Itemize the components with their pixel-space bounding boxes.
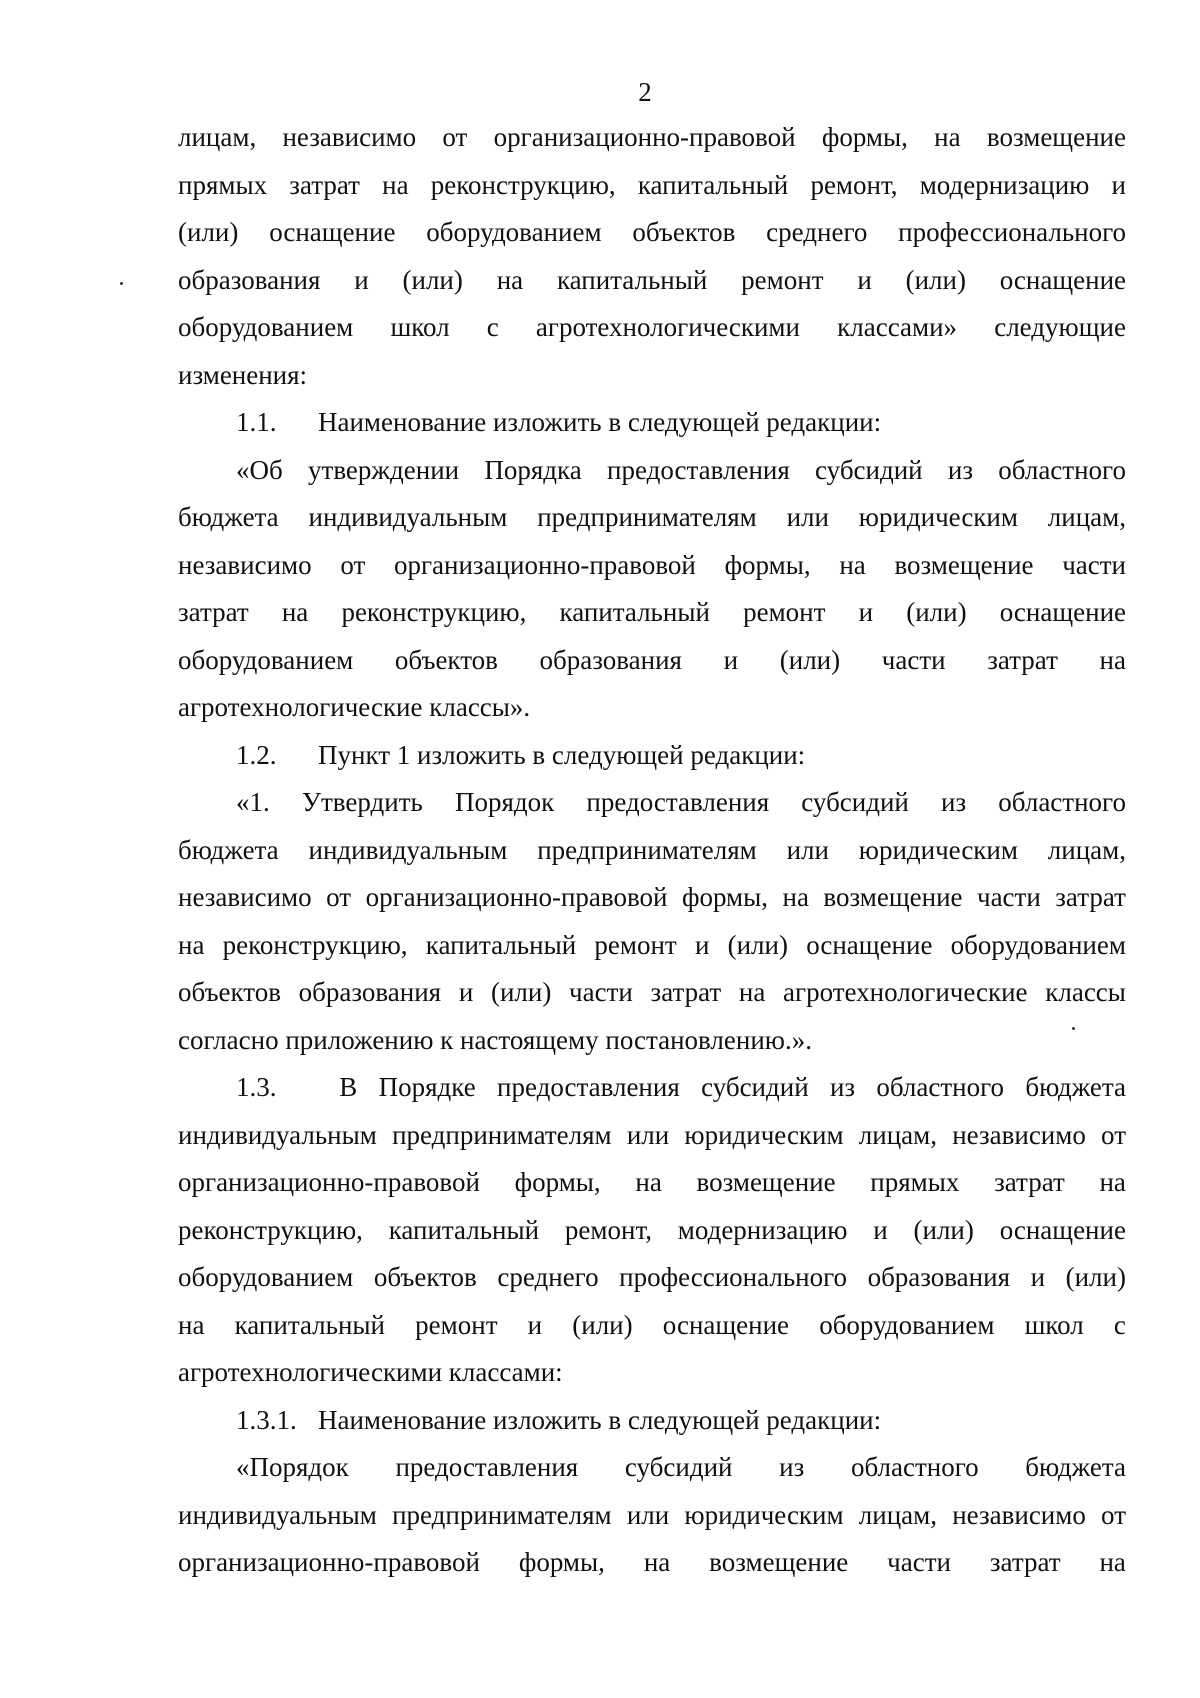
word: образования — [867, 1262, 1010, 1292]
word: (или) — [402, 264, 463, 295]
word: части — [976, 882, 1041, 912]
word: на — [281, 597, 309, 627]
text-line — [178, 779, 1126, 827]
word: возмещение — [709, 1547, 849, 1577]
text-line — [178, 827, 1126, 875]
word: юридическим — [684, 1119, 844, 1150]
word: реконструкцию, — [430, 169, 616, 200]
word: капитальный — [556, 264, 708, 295]
word: оборудованием — [178, 312, 354, 342]
word: юридическим — [858, 834, 1018, 865]
word: бюджета — [178, 834, 279, 865]
word: и — [694, 929, 710, 960]
word: прямых — [870, 1167, 960, 1197]
item-number: 1.3.1. — [236, 1404, 297, 1435]
word: школ — [390, 312, 450, 342]
word: (или) — [906, 597, 967, 627]
word: образования — [178, 264, 321, 295]
word: на — [934, 122, 961, 152]
word: и — [527, 1309, 543, 1340]
word: предпринимателям — [537, 834, 757, 865]
word: формы, — [681, 882, 769, 912]
text-line — [178, 1112, 1126, 1160]
word: из — [947, 454, 974, 485]
word: на — [635, 1167, 662, 1197]
word: предоставления — [395, 1452, 579, 1482]
word: среднего — [497, 1262, 599, 1292]
word: областного — [998, 787, 1126, 817]
text-line — [178, 209, 1126, 257]
word: областного — [876, 1072, 1005, 1102]
word: юридическим — [858, 502, 1018, 532]
word: прямых — [178, 169, 268, 200]
word: Порядок — [454, 787, 555, 817]
word: предоставления — [607, 454, 790, 485]
word: на — [643, 1547, 671, 1577]
word: субсидий — [815, 454, 923, 485]
word: оснащение — [999, 1214, 1126, 1245]
word: оснащение — [662, 1309, 790, 1340]
word: из — [829, 1072, 856, 1102]
word: и — [723, 644, 739, 675]
text-line — [178, 304, 1126, 352]
word: образования — [298, 977, 442, 1007]
word: объектов — [373, 1262, 477, 1292]
word: оснащение — [999, 597, 1126, 627]
text-line — [178, 1444, 1126, 1492]
word: профессионального — [619, 1262, 847, 1292]
word: с — [486, 312, 499, 342]
word: организационно-правовой — [493, 122, 796, 152]
word: бюджета — [1025, 1072, 1126, 1102]
word: на — [178, 1309, 205, 1340]
text-line: изменения: — [178, 359, 308, 390]
word: на — [839, 549, 866, 580]
word: (или) — [1065, 1262, 1126, 1292]
word: формы, — [518, 1547, 605, 1577]
word: (или) — [913, 1214, 974, 1245]
word: независимо — [178, 549, 312, 580]
word: и — [858, 597, 874, 627]
word: утверждении — [308, 454, 460, 485]
word: ремонт — [415, 1309, 498, 1340]
text-line: агротехнологическими классами: — [178, 1357, 563, 1387]
word: организационно-правовой — [393, 549, 696, 580]
word: капитальный — [559, 597, 710, 627]
word: возмещение — [696, 1167, 836, 1197]
word: индивидуальным — [308, 834, 508, 865]
word: предпринимателям — [537, 502, 757, 532]
word: и — [857, 264, 872, 295]
word: возмещение — [894, 549, 1034, 580]
word: оборудованием — [950, 929, 1126, 960]
word: возмещение — [986, 122, 1126, 152]
word: организационно-правовой — [178, 1167, 480, 1197]
text-line — [178, 494, 1126, 542]
text-line — [178, 969, 1126, 1017]
word: (или) — [905, 264, 966, 295]
word: областного — [998, 454, 1126, 485]
word: из — [941, 787, 967, 817]
word: оборудованием — [819, 1309, 995, 1340]
word: на — [782, 882, 809, 912]
text-line — [178, 1539, 1126, 1587]
text-line — [178, 637, 1126, 685]
item-number: 1.3. — [236, 1072, 277, 1102]
page-number: 2 — [638, 77, 652, 107]
scan-speck — [1072, 1027, 1075, 1030]
word: с — [1113, 1309, 1126, 1340]
word: и — [354, 264, 369, 295]
document-body — [178, 114, 1126, 1587]
word: на — [738, 977, 766, 1007]
word: и — [1111, 169, 1126, 200]
word: формы, — [821, 122, 908, 152]
word: затрат — [289, 169, 360, 200]
word: индивидуальным — [178, 1499, 377, 1530]
word: затрат — [650, 977, 722, 1007]
word: школ — [1024, 1309, 1084, 1340]
word: части — [887, 1547, 951, 1577]
word: от — [1101, 1499, 1126, 1530]
word: предоставления — [586, 787, 770, 817]
word: лицам, — [858, 1499, 937, 1530]
text-line — [178, 542, 1126, 590]
word: предпринимателям — [392, 1119, 612, 1150]
word: оснащение — [999, 264, 1126, 295]
word: В — [339, 1072, 358, 1102]
word: формы, — [514, 1167, 601, 1197]
word: формы, — [724, 549, 811, 580]
word: оборудованием — [178, 644, 354, 675]
word: на — [178, 929, 205, 960]
text-line — [178, 874, 1126, 922]
text-line — [178, 447, 1126, 495]
word: затрат — [989, 1547, 1061, 1577]
word: от — [1101, 1119, 1126, 1150]
word: агротехнологическими — [535, 312, 800, 342]
word: среднего — [766, 217, 868, 247]
word: образования — [539, 644, 682, 675]
word: затрат — [987, 644, 1058, 675]
text-line — [178, 1302, 1126, 1350]
word: и — [873, 1214, 888, 1245]
word: объектов — [394, 644, 498, 675]
word: областного — [850, 1452, 979, 1482]
word: бюджета — [178, 502, 279, 532]
text-line — [178, 922, 1126, 970]
text-line — [178, 1207, 1126, 1255]
word: и — [458, 977, 474, 1007]
word: организационно-правовой — [178, 1547, 480, 1577]
word: затрат — [1055, 882, 1126, 912]
item-text: Пункт 1 изложить в следующей редакции: — [318, 739, 806, 770]
word: части — [881, 644, 946, 675]
text-line — [178, 1397, 1126, 1445]
word: оборудованием — [178, 1262, 354, 1292]
word: классами» — [837, 312, 958, 342]
word: Утвердить — [301, 787, 423, 817]
word: на — [382, 169, 409, 200]
word: ремонт — [741, 264, 824, 295]
word: юридическим — [684, 1499, 844, 1530]
word: капитальный — [637, 169, 789, 200]
word: (или) — [178, 217, 239, 247]
word: и — [1030, 1262, 1046, 1292]
word: на — [1099, 644, 1126, 675]
text-line — [178, 257, 1126, 305]
word: бюджета — [1025, 1452, 1126, 1482]
text-line — [178, 162, 1126, 210]
word: оборудованием — [426, 217, 602, 247]
word: от — [442, 122, 468, 152]
word: затрат — [178, 597, 249, 627]
word: оснащение — [806, 929, 933, 960]
word: «1. — [236, 787, 270, 817]
word: из — [779, 1452, 805, 1482]
scan-speck — [120, 282, 123, 285]
word: лицам, — [1047, 834, 1126, 865]
word: независимо — [282, 122, 417, 152]
text-line — [178, 399, 1126, 447]
word: «Об — [236, 454, 283, 485]
text-line — [178, 1064, 1126, 1112]
word: на — [1099, 1547, 1126, 1577]
word: затрат — [994, 1167, 1065, 1197]
text-line — [178, 1492, 1126, 1540]
word: лицам, — [178, 122, 257, 152]
word: части — [1062, 549, 1126, 580]
word: ремонт — [594, 929, 677, 960]
text-line — [178, 589, 1126, 637]
word: субсидий — [624, 1452, 733, 1482]
text-line — [178, 114, 1126, 162]
word: возмещение — [823, 882, 963, 912]
word: (или) — [490, 977, 552, 1007]
word: профессионального — [898, 217, 1126, 247]
word: (или) — [727, 929, 788, 960]
item-number: 1.1. — [236, 407, 277, 437]
word: Порядке — [378, 1072, 476, 1102]
word: ремонт, — [564, 1214, 652, 1245]
item-text: Наименование изложить в следующей редакции: — [318, 407, 882, 437]
item-number: 1.2. — [236, 739, 277, 770]
word: (или) — [779, 644, 841, 675]
word: лицам, — [1047, 502, 1126, 532]
word: объектов — [178, 977, 281, 1007]
word: предоставления — [497, 1072, 680, 1102]
word: капитальный — [425, 929, 577, 960]
word: или — [786, 502, 829, 532]
word: индивидуальным — [178, 1119, 377, 1150]
word: реконструкцию, — [222, 929, 408, 960]
text-line — [178, 1254, 1126, 1302]
word: модернизацию — [677, 1214, 848, 1245]
word: Порядка — [484, 454, 582, 485]
word: части — [569, 977, 633, 1007]
word: от — [326, 882, 352, 912]
word: или — [626, 1499, 670, 1530]
word: реконструкцию, — [341, 597, 527, 627]
word: лицам, — [858, 1119, 937, 1150]
word: организационно-правовой — [365, 882, 668, 912]
text-line — [178, 732, 1126, 780]
text-line — [178, 1159, 1126, 1207]
word: агротехнологические — [783, 977, 1028, 1007]
word: капитальный — [388, 1214, 540, 1245]
word: оснащение — [269, 217, 396, 247]
item-text: Наименование изложить в следующей редакции: — [318, 1404, 882, 1435]
word: реконструкцию, — [178, 1214, 363, 1245]
text-line: согласно приложению к настоящему постановлению.». — [178, 1024, 812, 1055]
word: независимо — [178, 882, 312, 912]
word: предпринимателям — [392, 1499, 612, 1530]
word: следующие — [994, 312, 1126, 342]
word: на — [1099, 1167, 1126, 1197]
word: индивидуальным — [308, 502, 508, 532]
word: на — [496, 264, 524, 295]
word: капитальный — [234, 1309, 386, 1340]
word: независимо — [952, 1499, 1086, 1530]
word: ремонт, — [810, 169, 898, 200]
text-line: агротехнологические классы». — [178, 692, 531, 722]
word: (или) — [572, 1309, 633, 1340]
word: «Порядок — [236, 1452, 349, 1482]
word: или — [626, 1119, 670, 1150]
word: от — [340, 549, 366, 580]
word: или — [786, 834, 829, 865]
word: модернизацию — [919, 169, 1090, 200]
word: объектов — [632, 217, 736, 247]
word: субсидий — [801, 787, 909, 817]
word: субсидий — [701, 1072, 809, 1102]
word: независимо — [952, 1119, 1086, 1150]
word: классы — [1045, 977, 1126, 1007]
word: ремонт — [743, 597, 826, 627]
